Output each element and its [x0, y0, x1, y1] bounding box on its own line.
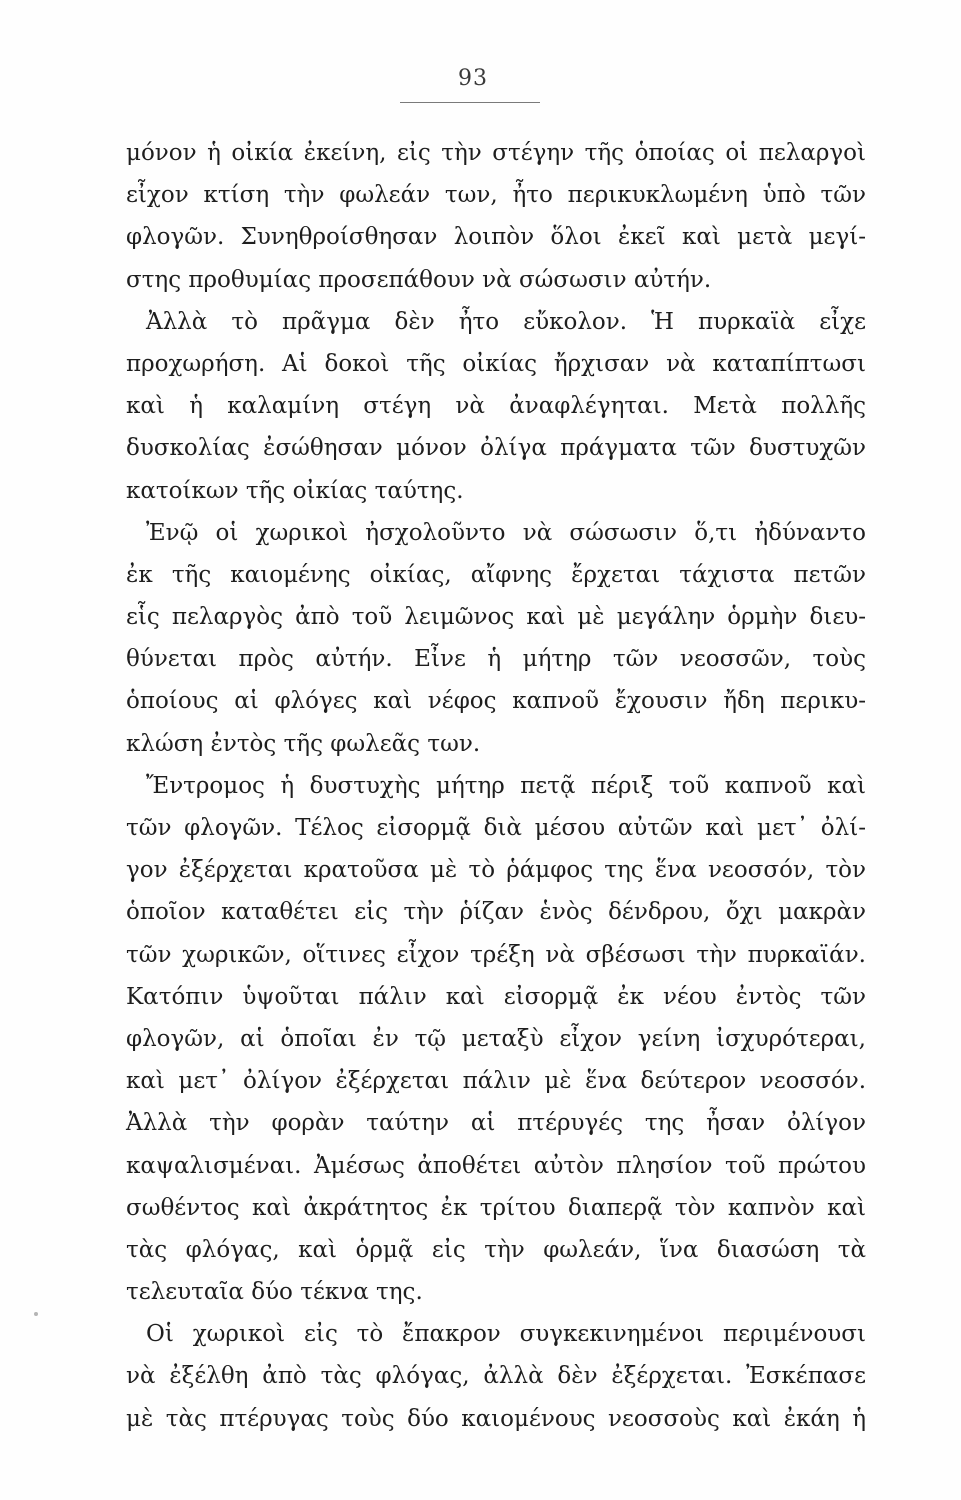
text-line-31: μὲ τὰς πτέρυγας τοὺς δύο καιομένους νεοσσοὺς καὶ ἐκάη ἡ — [126, 1405, 866, 1432]
text-line-9: κατοίκων τῆς οἰκίας ταύτης. — [126, 477, 464, 504]
text-line-15: κλώση ἐντὸς τῆς φωλεᾶς των. — [126, 730, 481, 757]
paper-speck — [34, 1312, 38, 1316]
page-number: 93 — [458, 66, 488, 91]
text-line-24: Ἀλλὰ τὴν φορὰν ταύτην αἱ πτέρυγές της ἦσαν ὀλίγον — [126, 1110, 866, 1137]
text-line-11: ἐκ τῆς καιομένης οἰκίας, αἴφνης ἔρχεται τάχιστα πετῶν — [126, 561, 866, 588]
text-line-7: καὶ ἡ καλαμίνη στέγη νὰ ἀναφλέγηται. Μετὰ πολλῆς — [126, 393, 866, 420]
text-line-28: τελευταῖα δύο τέκνα της. — [126, 1279, 423, 1306]
text-line-3: φλογῶν. Συνηθροίσθησαν λοιπὸν ὅλοι ἐκεῖ καὶ μετὰ μεγί- — [126, 224, 866, 251]
text-line-22: φλογῶν, αἱ ὁποῖαι ἐν τῷ μεταξὺ εἶχον γείνη ἰσχυρότεραι, — [126, 1025, 866, 1052]
text-line-2: εἶχον κτίση τὴν φωλεάν των, ἦτο περικυκλωμένη ὑπὸ τῶν — [126, 182, 866, 209]
text-line-6: προχωρήση. Αἱ δοκοὶ τῆς οἰκίας ἤρχισαν νὰ καταπίπτωσι — [126, 350, 866, 377]
text-line-21: Κατόπιν ὑψοῦται πάλιν καὶ εἰσορμᾷ ἐκ νέου ἐντὸς τῶν — [126, 983, 866, 1010]
text-line-17: τῶν φλογῶν. Τέλος εἰσορμᾷ διὰ μέσου αὐτῶν καὶ μετ᾽ ὀλί- — [126, 815, 866, 841]
text-line-5: Ἀλλὰ τὸ πρᾶγμα δὲν ἦτο εὔκολον. Ἡ πυρκαϊὰ εἶχε — [146, 308, 866, 335]
text-line-26: σωθέντος καὶ ἀκράτητος ἐκ τρίτου διαπερᾷ τὸν καπνὸν καὶ — [126, 1194, 866, 1221]
text-line-4: στης προθυμίας προσεπάθουν νὰ σώσωσιν αὐτήν. — [126, 266, 712, 293]
text-line-1: μόνον ἡ οἰκία ἐκείνη, εἰς τὴν στέγην τῆς ὁποίας οἱ πελαργοὶ — [126, 140, 866, 166]
text-line-10: Ἐνῷ οἱ χωρικοὶ ἠσχολοῦντο νὰ σώσωσιν ὅ,τι ἠδύναντο — [146, 519, 866, 546]
text-line-14: ὁποίους αἱ φλόγες καὶ νέφος καπνοῦ ἔχουσιν ἤδη περικυ- — [126, 688, 866, 715]
text-line-12: εἷς πελαργὸς ἀπὸ τοῦ λειμῶνος καὶ μὲ μεγάλην ὁρμὴν διευ- — [126, 604, 866, 631]
text-line-16: Ἔντρομος ἡ δυστυχὴς μήτηρ πετᾷ πέριξ τοῦ καπνοῦ καὶ — [146, 772, 866, 799]
text-line-30: νὰ ἐξέλθη ἀπὸ τὰς φλόγας, ἀλλὰ δὲν ἐξέρχεται. Ἐσκέπασε — [126, 1363, 866, 1390]
text-line-20: τῶν χωρικῶν, οἵτινες εἶχον τρέξη νὰ σβέσωσι τὴν πυρκαϊάν. — [126, 941, 866, 968]
text-line-29: Οἱ χωρικοὶ εἰς τὸ ἔπακρον συγκεκινημένοι περιμένουσι — [146, 1321, 866, 1348]
text-line-18: γον ἐξέρχεται κρατοῦσα μὲ τὸ ῥάμφος της ἕνα νεοσσόν, τὸν — [126, 857, 866, 884]
text-line-8: δυσκολίας ἐσώθησαν μόνον ὀλίγα πράγματα τῶν δυστυχῶν — [126, 435, 866, 462]
text-line-25: καψαλισμέναι. Ἀμέσως ἀποθέτει αὐτὸν πλησίον τοῦ πρώτου — [126, 1152, 866, 1179]
text-line-27: τὰς φλόγας, καὶ ὁρμᾷ εἰς τὴν φωλεάν, ἵνα διασώση τὰ — [126, 1236, 866, 1263]
text-line-23: καὶ μετ᾽ ὀλίγον ἐξέρχεται πάλιν μὲ ἕνα δεύτερον νεοσσόν. — [126, 1068, 866, 1095]
text-line-13: θύνεται πρὸς αὐτήν. Εἶνε ἡ μήτηρ τῶν νεοσσῶν, τοὺς — [126, 646, 866, 673]
body-text — [126, 132, 866, 1440]
page-number-rule — [400, 102, 540, 103]
text-line-19: ὁποῖον καταθέτει εἰς τὴν ῥίζαν ἑνὸς δένδρου, ὄχι μακρὰν — [126, 899, 866, 926]
